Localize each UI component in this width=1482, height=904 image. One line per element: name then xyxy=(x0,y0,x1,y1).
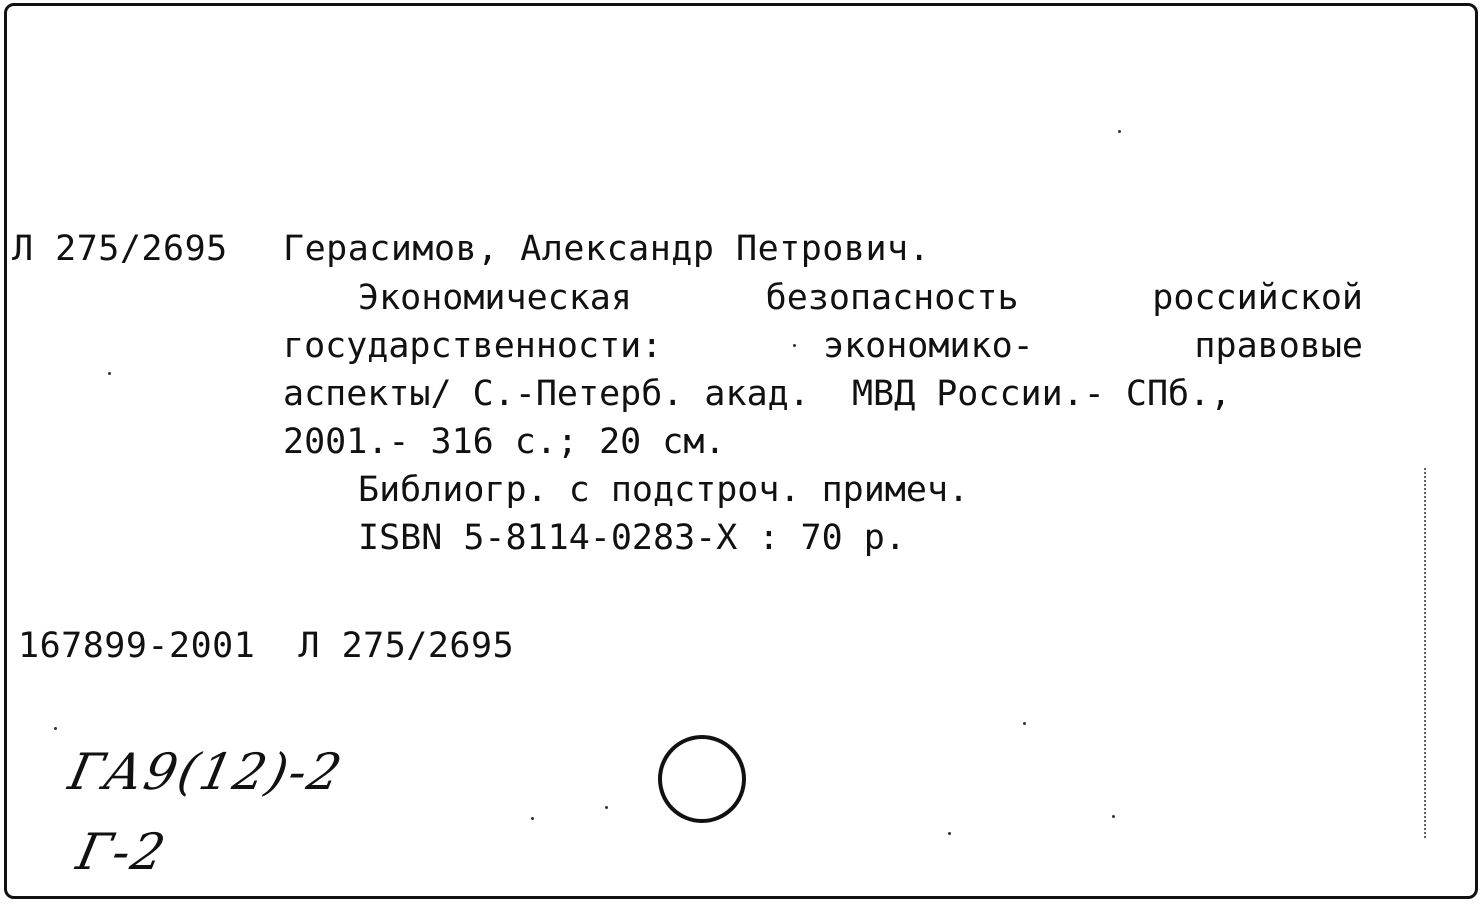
scan-speck xyxy=(1112,815,1115,818)
author-heading: Герасимов, Александр Петрович. xyxy=(283,229,931,269)
scan-speck xyxy=(1023,722,1026,725)
scan-speck xyxy=(948,832,951,835)
title-word: российской xyxy=(1152,278,1363,318)
publication-line: аспекты/ С.-Петерб. акад. МВД России.- СПб., xyxy=(283,374,1232,414)
scan-speck xyxy=(531,817,534,820)
scan-speck xyxy=(1118,130,1121,133)
title-line-1 xyxy=(283,278,1363,326)
isbn-price: ISBN 5-8114-0283-X : 70 р. xyxy=(358,518,906,558)
title-word: Экономическая xyxy=(358,278,632,318)
title-line-2 xyxy=(283,326,1363,374)
dotted-edge-rule xyxy=(1424,468,1426,838)
handwritten-mark: Г-2 xyxy=(71,823,172,881)
scan-speck xyxy=(793,344,796,347)
title-word: безопасность xyxy=(765,278,1019,318)
scan-speck xyxy=(54,727,57,730)
scan-speck xyxy=(605,806,608,809)
scan-speck xyxy=(108,372,111,375)
title-word: государственности: xyxy=(283,326,663,366)
title-word: правовые xyxy=(1194,326,1363,366)
title-word: экономико- xyxy=(823,326,1034,366)
physical-description-line: 2001.- 316 с.; 20 см. xyxy=(283,422,726,462)
handwritten-classification: ГА9(12)-2 xyxy=(63,743,349,801)
bibliography-note: Библиогр. с подстроч. примеч. xyxy=(358,470,970,510)
accession-number: 167899-2001 Л 275/2695 xyxy=(18,626,515,666)
card-punch-hole-icon xyxy=(658,735,746,823)
bibliographic-description xyxy=(283,278,1363,566)
shelf-mark: Л 275/2695 xyxy=(12,229,228,269)
